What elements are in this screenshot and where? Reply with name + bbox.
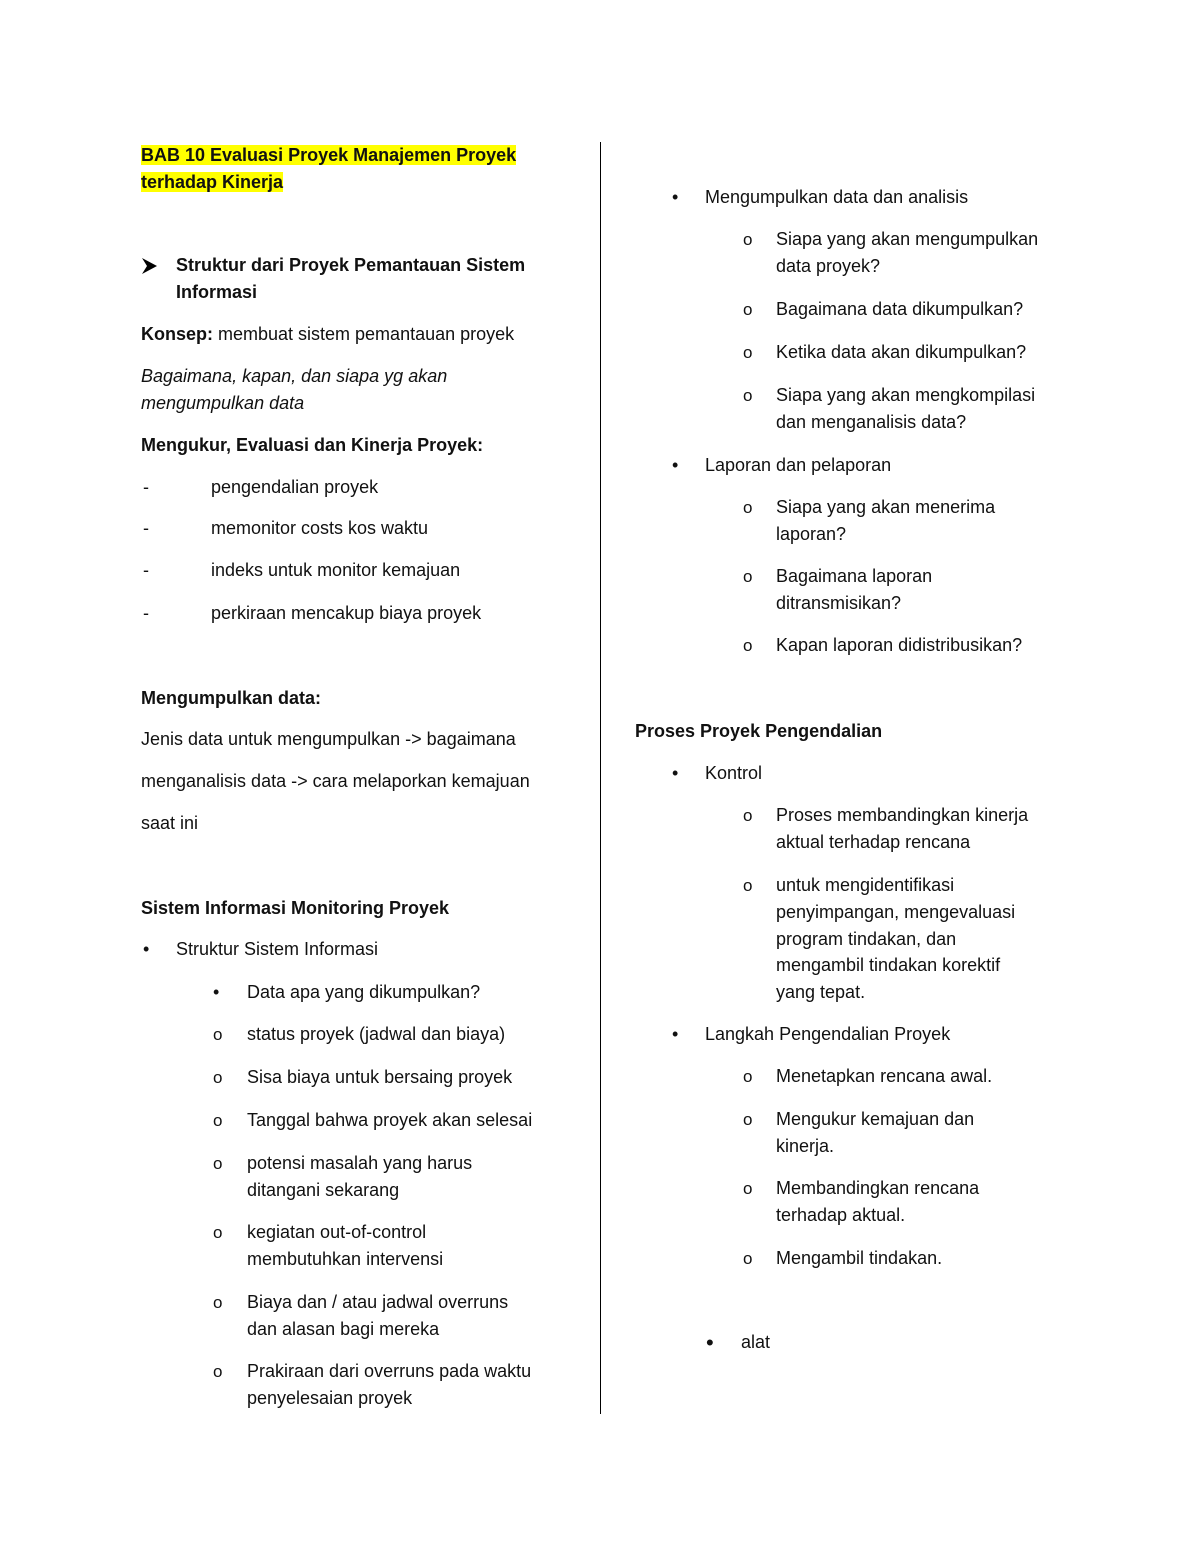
- right-bullet-item: Kontrol: [705, 763, 763, 783]
- list-item-cont: yang tepat.: [776, 982, 866, 1002]
- o-marker: o: [213, 1068, 223, 1087]
- list-item: potensi masalah yang harus: [247, 1153, 473, 1173]
- dash-marker: -: [143, 560, 149, 580]
- jenis-line-3: saat ini: [141, 813, 199, 833]
- list-item: Prakiraan dari overruns pada waktu: [247, 1361, 532, 1381]
- o-marker: o: [743, 1067, 753, 1086]
- list-item: Sisa biaya untuk bersaing proyek: [247, 1067, 513, 1087]
- bullet-marker: •: [706, 1330, 714, 1355]
- document-title: [141, 142, 516, 169]
- o-marker: o: [743, 1249, 753, 1268]
- o-marker: o: [743, 498, 753, 517]
- konsep-label: Konsep:: [141, 324, 213, 344]
- dash-item: perkiraan mencakup biaya proyek: [211, 603, 482, 623]
- list-item: status proyek (jadwal dan biaya): [247, 1024, 506, 1044]
- dash-item: indeks untuk monitor kemajuan: [211, 560, 461, 580]
- o-marker: o: [743, 230, 753, 249]
- right-bullet-item: Laporan dan pelaporan: [705, 455, 892, 475]
- konsep-line: [141, 321, 514, 348]
- list-item-cont: dan alasan bagi mereka: [247, 1319, 440, 1339]
- o-marker: o: [743, 876, 753, 895]
- proses-heading: Proses Proyek Pengendalian: [635, 721, 883, 741]
- list-item-cont: dan menganalisis data?: [776, 412, 967, 432]
- list-item: Proses membandingkan kinerja: [776, 805, 1029, 825]
- list-item-cont: program tindakan, dan: [776, 929, 957, 949]
- list-item: Mengambil tindakan.: [776, 1248, 943, 1268]
- list-item: Ketika data akan dikumpulkan?: [776, 342, 1027, 362]
- dash-item: pengendalian proyek: [211, 477, 379, 497]
- right-bullet-item: Mengumpulkan data dan analisis: [705, 187, 969, 207]
- kumpul-heading: Mengumpulkan data:: [141, 688, 322, 708]
- dash-marker: -: [143, 477, 149, 497]
- document-title-cont: [141, 169, 283, 196]
- mengukur-heading: Mengukur, Evaluasi dan Kinerja Proyek:: [141, 435, 484, 455]
- italic-line-1: Bagaimana, kapan, dan siapa yg akan: [141, 366, 448, 386]
- list-item-cont: ditransmisikan?: [776, 593, 902, 613]
- list-item-cont: data proyek?: [776, 256, 881, 276]
- list-item-cont: membutuhkan intervensi: [247, 1249, 444, 1269]
- jenis-line-2: menganalisis data -> cara melaporkan kemajuan: [141, 771, 530, 791]
- right-bullet-item: alat: [741, 1332, 771, 1352]
- title-line-2: terhadap Kinerja: [141, 172, 284, 192]
- list-item-cont: kinerja.: [776, 1136, 835, 1156]
- o-marker: o: [743, 636, 753, 655]
- konsep-text: membuat sistem pemantauan proyek: [213, 324, 515, 344]
- dash-marker: -: [143, 518, 149, 538]
- struktur-heading-1: Struktur dari Proyek Pemantauan Sistem: [176, 255, 526, 275]
- data-apa-item: Data apa yang dikumpulkan?: [247, 982, 481, 1002]
- o-marker: o: [213, 1025, 223, 1044]
- list-item-cont: penyimpangan, mengevaluasi: [776, 902, 1016, 922]
- o-marker: o: [213, 1223, 223, 1242]
- list-item: Kapan laporan didistribusikan?: [776, 635, 1023, 655]
- list-item: Mengukur kemajuan dan: [776, 1109, 975, 1129]
- bullet-marker: •: [213, 982, 220, 1002]
- dash-marker: -: [143, 603, 149, 623]
- list-item: kegiatan out-of-control: [247, 1222, 427, 1242]
- bullet-marker: •: [672, 1024, 679, 1044]
- o-marker: o: [743, 806, 753, 825]
- o-marker: o: [213, 1293, 223, 1312]
- arrowhead-bullet-icon: [141, 257, 159, 275]
- sistem-heading: Sistem Informasi Monitoring Proyek: [141, 898, 450, 918]
- bullet-marker: •: [672, 187, 679, 207]
- list-item-cont: penyelesaian proyek: [247, 1388, 413, 1408]
- list-item: Siapa yang akan menerima: [776, 497, 996, 517]
- struktur-heading-2: Informasi: [176, 282, 258, 302]
- column-divider: [600, 142, 601, 1414]
- list-item: Biaya dan / atau jadwal overruns: [247, 1292, 509, 1312]
- list-item: Bagaimana data dikumpulkan?: [776, 299, 1024, 319]
- title-line-1: BAB 10 Evaluasi Proyek Manajemen Proyek: [141, 145, 517, 165]
- list-item-cont: ditangani sekarang: [247, 1180, 400, 1200]
- o-marker: o: [743, 343, 753, 362]
- struktur-sistem-item: Struktur Sistem Informasi: [176, 939, 379, 959]
- list-item: Menetapkan rencana awal.: [776, 1066, 993, 1086]
- list-item-cont: mengambil tindakan korektif: [776, 955, 1001, 975]
- o-marker: o: [213, 1362, 223, 1381]
- list-item-cont: laporan?: [776, 524, 847, 544]
- list-item: untuk mengidentifikasi: [776, 875, 955, 895]
- list-item: Bagaimana laporan: [776, 566, 933, 586]
- bullet-marker: •: [143, 939, 150, 959]
- o-marker: o: [743, 1179, 753, 1198]
- list-item: Siapa yang akan mengkompilasi: [776, 385, 1036, 405]
- list-item: Tanggal bahwa proyek akan selesai: [247, 1110, 533, 1130]
- o-marker: o: [743, 1110, 753, 1129]
- list-item: Membandingkan rencana: [776, 1178, 980, 1198]
- italic-line-2: mengumpulkan data: [141, 393, 305, 413]
- bullet-marker: •: [672, 455, 679, 475]
- list-item-cont: aktual terhadap rencana: [776, 832, 971, 852]
- jenis-line-1: Jenis data untuk mengumpulkan -> bagaimana: [141, 729, 516, 749]
- o-marker: o: [213, 1111, 223, 1130]
- o-marker: o: [743, 386, 753, 405]
- list-item: Siapa yang akan mengumpulkan: [776, 229, 1039, 249]
- bullet-marker: •: [672, 763, 679, 783]
- o-marker: o: [743, 300, 753, 319]
- right-bullet-item: Langkah Pengendalian Proyek: [705, 1024, 951, 1044]
- dash-item: memonitor costs kos waktu: [211, 518, 429, 538]
- o-marker: o: [743, 567, 753, 586]
- o-marker: o: [213, 1154, 223, 1173]
- list-item-cont: terhadap aktual.: [776, 1205, 906, 1225]
